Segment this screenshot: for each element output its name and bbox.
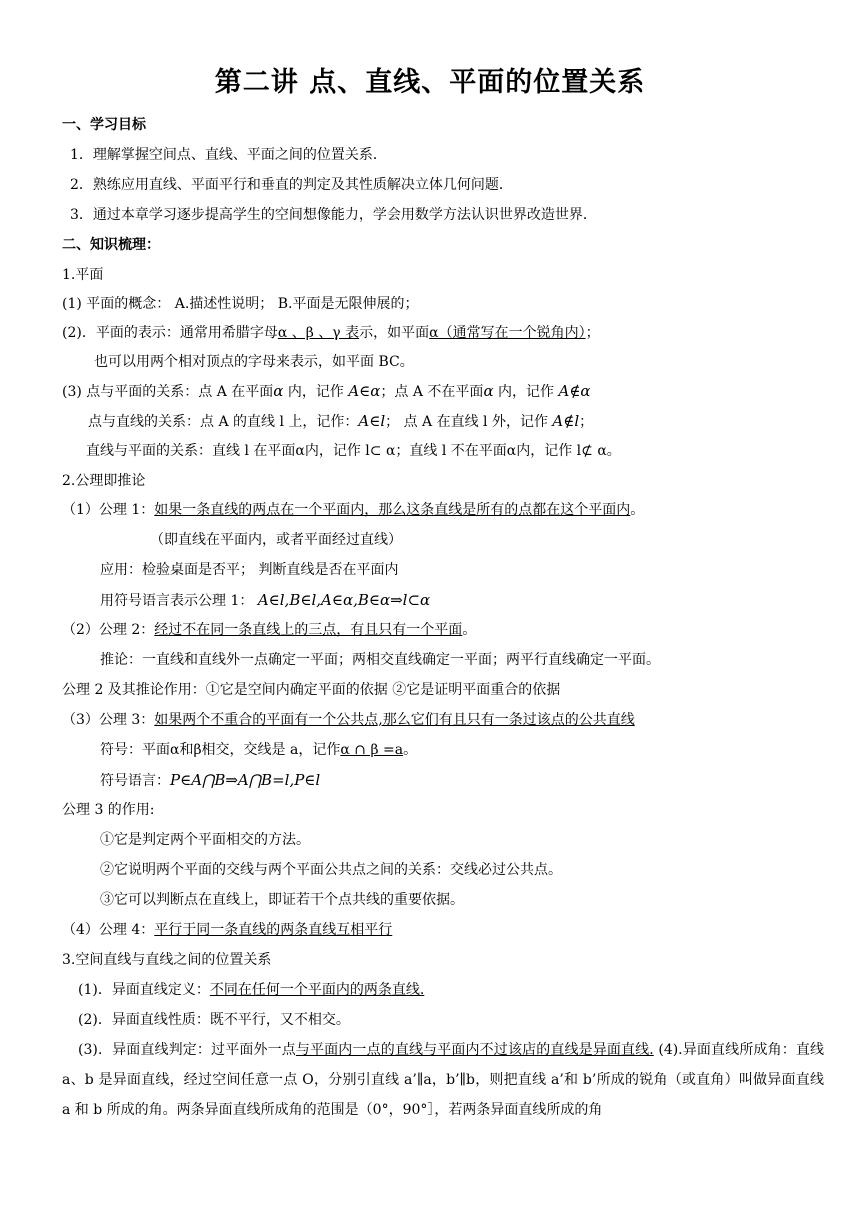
axiom-2-role: 公理 2 及其推论作用：①它是空间内确定平面的依据 ②它是证明平面重合的依据 bbox=[62, 682, 561, 698]
axiom-1-note: （即直线在平面内，或者平面经过直线） bbox=[150, 532, 402, 548]
axiom-3 bbox=[62, 711, 635, 729]
axiom-1 bbox=[62, 501, 644, 519]
text-span: (4).异面直线所成角：直线 a、b 是异面直线，经过空间任意一点 O，分别引直线 a’∥a，b’∥b，则把直线 a’和 b’所成的锐角（或直角）叫做异面直线 a 和 b 所成的角。两条异面直线所成角的范围是（0°，90°］，若两条异面直线所成的角 bbox=[62, 1042, 825, 1118]
line-plane-relation: 直线与平面的关系：直线 l 在平面α内，记作 l⊂ α；直线 l 不在平面α内，记作 l⊄ α。 bbox=[86, 443, 621, 459]
math-formula: A∈l,B∈l,A∈α,B∈α⇒l⊂α bbox=[257, 591, 431, 609]
point-plane-relation bbox=[62, 382, 591, 401]
text-span: 示，如平面 bbox=[359, 325, 430, 341]
underlined-text: 与平面内一点的直线与平面内不过该店的直线是异面直线. bbox=[295, 1042, 654, 1058]
section-heading-knowledge: 二、知识梳理： bbox=[62, 237, 160, 253]
subsection-axioms: 2.公理即推论 bbox=[62, 473, 146, 489]
axiom-2-corollary: 推论：一直线和直线外一点确定一平面；两相交直线确定一平面；两平行直线确定一平面。 bbox=[100, 652, 660, 668]
text-span: （2）公理 2： bbox=[62, 622, 155, 638]
axiom-3-symbol bbox=[100, 741, 417, 759]
text-span: 。 bbox=[630, 502, 645, 518]
objective-item-2: 2．熟练应用直线、平面平行和垂直的判定及其性质解决立体几何问题． bbox=[70, 177, 513, 193]
page-title: 第二讲 点、直线、平面的位置关系 bbox=[214, 67, 646, 98]
text-span: ； bbox=[585, 325, 600, 341]
skew-property: (2)．异面直线性质：既不平行，又不相交。 bbox=[78, 1012, 350, 1028]
axiom-1-application: 应用：检验桌面是否平； 判断直线是否在平面内 bbox=[100, 562, 399, 578]
plane-concept: (1) 平面的概念： A.描述性说明； B.平面是无限伸展的； bbox=[62, 296, 419, 312]
math-alpha: α bbox=[483, 382, 494, 400]
skew-judgement-paragraph bbox=[62, 1035, 824, 1125]
text-span: （3）公理 3： bbox=[62, 712, 155, 728]
text-span: (3) 点与平面的关系：点 A 在平面 bbox=[62, 384, 274, 400]
section-heading-objectives: 一、学习目标 bbox=[62, 117, 146, 133]
math-formula: A∉α bbox=[558, 382, 591, 400]
objective-item-1: 1．理解掌握空间点、直线、平面之间的位置关系． bbox=[70, 147, 387, 163]
axiom-3-role-title: 公理 3 的作用: bbox=[62, 802, 155, 818]
axiom-3-role-1: ①它是判定两个平面相交的方法。 bbox=[100, 832, 310, 848]
plane-representation-alt: 也可以用两个相对顶点的字母来表示，如平面 BC。 bbox=[94, 354, 414, 370]
plane-representation bbox=[62, 324, 600, 342]
text-span: (3)．异面直线判定：过平面外一点 bbox=[78, 1042, 296, 1058]
text-span: 点与直线的关系：点 A 的直线 l 上，记作： bbox=[88, 414, 359, 430]
math-formula: A∉l bbox=[552, 412, 580, 430]
axiom-1-symbolic bbox=[100, 591, 430, 610]
axiom-3-role-3: ③它可以判断点在直线上，即证若干个点共线的重要依据。 bbox=[100, 892, 464, 908]
objective-item-3: 3．通过本章学习逐步提高学生的空间想像能力，学会用数学方法认识世界改造世界． bbox=[70, 207, 597, 223]
math-formula: P∈A⋂B⇒A⋂B=l,P∈l bbox=[170, 771, 321, 789]
text-span: ；点 A 不在平面 bbox=[380, 384, 484, 400]
text-span: 符号：平面α和β相交，交线是 a，记作 bbox=[100, 742, 341, 758]
underlined-text: 如果两个不重合的平面有一个公共点,那么它们有且只有一条过该点的公共直线 bbox=[154, 712, 635, 728]
underlined-text: 如果一条直线的两点在一个平面内，那么这条直线是所有的点都在这个平面内 bbox=[154, 502, 631, 518]
text-span: 内，记作 bbox=[283, 384, 349, 400]
axiom-4 bbox=[62, 921, 392, 939]
point-line-relation bbox=[88, 412, 593, 431]
math-formula: A∈l bbox=[358, 412, 386, 430]
underlined-text: α 、β 、γ 表 bbox=[277, 325, 360, 341]
text-span: ； 点 A 在直线 l 外，记作 bbox=[385, 414, 553, 430]
skew-definition bbox=[78, 981, 424, 999]
underlined-text: 经过不在同一条直线上的三点，有且只有一个平面 bbox=[154, 622, 463, 638]
underlined-text: α（通常写在一个锐角内） bbox=[429, 325, 586, 341]
text-span: （1）公理 1： bbox=[62, 502, 155, 518]
text-span: 。 bbox=[462, 622, 477, 638]
math-formula: A∈α bbox=[348, 382, 381, 400]
subsection-plane: 1.平面 bbox=[62, 267, 104, 283]
underlined-text: α ∩ β =a bbox=[340, 742, 404, 758]
text-span: 内，记作 bbox=[493, 384, 559, 400]
text-span: （4）公理 4： bbox=[62, 922, 155, 938]
text-span: 用符号语言表示公理 1： bbox=[100, 593, 258, 609]
text-span: (1)．异面直线定义： bbox=[78, 982, 210, 998]
underlined-text: 不同在任何一个平面内的两条直线. bbox=[209, 982, 425, 998]
subsection-skew-lines: 3.空间直线与直线之间的位置关系 bbox=[62, 952, 272, 968]
text-span: ； bbox=[579, 414, 594, 430]
text-span: (2)．平面的表示：通常用希腊字母 bbox=[62, 325, 278, 341]
text-span: 。 bbox=[403, 742, 418, 758]
axiom-2 bbox=[62, 621, 476, 639]
underlined-text: 平行于同一条直线的两条直线互相平行 bbox=[154, 922, 393, 938]
math-alpha: α bbox=[273, 382, 284, 400]
text-span: 符号语言： bbox=[100, 773, 170, 789]
axiom-3-role-2: ②它说明两个平面的交线与两个平面公共点之间的关系：交线必过公共点。 bbox=[100, 862, 562, 878]
axiom-3-symbolic-language bbox=[100, 771, 320, 790]
